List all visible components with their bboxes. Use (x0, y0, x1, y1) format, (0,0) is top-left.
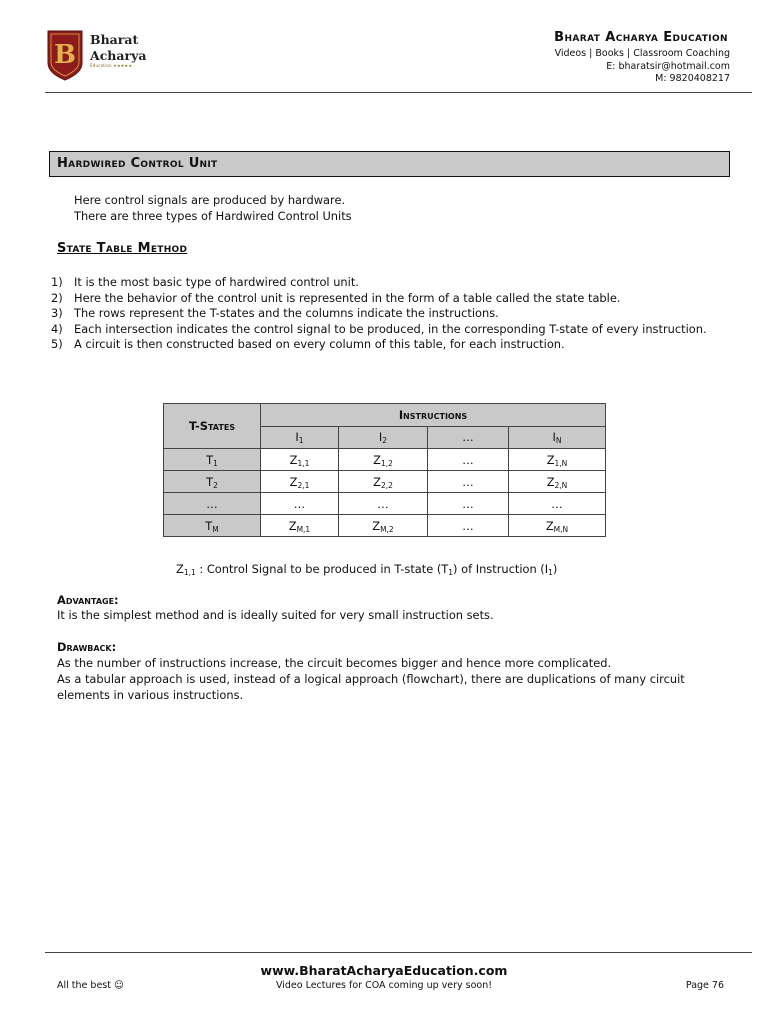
column-header: $I_2$ (339, 426, 428, 449)
advantage-text: It is the simplest method and is ideally suited for very small instruction sets. (57, 608, 494, 622)
row-header: … (164, 493, 261, 515)
services-line: Videos | Books | Classroom Coaching (554, 48, 730, 59)
column-header: … (428, 426, 509, 449)
logo-shield-icon (46, 29, 84, 81)
drawback-heading: Drawback: (57, 640, 117, 654)
instructions-header: Instructions (261, 404, 606, 427)
intro-line-2: There are three types of Hardwired Control Units (74, 209, 352, 223)
list-item-text: It is the most basic type of hardwired control unit. (74, 275, 359, 289)
logo-tagline: Education ★★★★★ (90, 63, 133, 68)
table-row (164, 515, 606, 537)
section-title: Hardwired Control Unit (57, 156, 218, 171)
logo-letter: B (54, 40, 76, 70)
points-list (51, 275, 731, 353)
table-cell: $Z_{1,2}$ (339, 449, 428, 471)
drawback-text-1: As the number of instructions increase, the circuit becomes bigger and hence more complicated. (57, 656, 612, 670)
table-cell: … (339, 493, 428, 515)
logo-name-line2: Acharya (90, 48, 147, 63)
drawback-text-2: As a tabular approach is used, instead of a logical approach (flowchart), there are duplications of many circuit elements in various instructions. (57, 672, 685, 702)
list-item (51, 306, 731, 322)
website-link[interactable]: www.BharatAcharyaEducation.com (260, 963, 508, 978)
table-cell: $Z_{M,N}$ (509, 515, 606, 537)
list-item-number: 2) (51, 290, 63, 305)
list-item (51, 275, 731, 291)
row-header: $T_2$ (164, 471, 261, 493)
table-cell: … (428, 493, 509, 515)
table-row (164, 471, 606, 493)
table-cell: $Z_{M,1}$ (261, 515, 339, 537)
organization-name: Bharat Acharya Education (554, 30, 728, 45)
t-states-header: T-States (164, 404, 261, 449)
row-header: $T_M$ (164, 515, 261, 537)
table-cell: $Z_{2,N}$ (509, 471, 606, 493)
mobile-line: M: 9820408217 (655, 73, 730, 84)
list-item (51, 337, 731, 353)
column-header: $I_N$ (509, 426, 606, 449)
table-header-row (164, 404, 606, 427)
list-item-text: The rows represent the T-states and the columns indicate the instructions. (74, 306, 499, 321)
table-cell: $Z_{M,2}$ (339, 515, 428, 537)
intro-line-1: Here control signals are produced by hardware. (74, 193, 346, 207)
list-item (51, 291, 731, 307)
list-item-text: Each intersection indicates the control signal to be produced, in the corresponding T-state of every instruction. (74, 321, 707, 336)
section-title-bar (49, 151, 730, 177)
page-number: Page 76 (685, 980, 724, 991)
list-item-text: Here the behavior of the control unit is represented in the form of a table called the state table. (74, 290, 621, 305)
list-item (51, 322, 731, 338)
footer-left-text: All the best ☺ (57, 980, 124, 991)
list-item-number: 5) (51, 337, 63, 352)
table-cell: $Z_{1,1}$ (261, 449, 339, 471)
table-row (164, 493, 606, 515)
subsection-title: State Table Method (57, 241, 188, 256)
table-cell: $Z_{2,1}$ (261, 471, 339, 493)
table-row (164, 449, 606, 471)
email-line: E: bharatsir@hotmail.com (606, 61, 730, 72)
row-header: $T_1$ (164, 449, 261, 471)
footer-divider (45, 952, 752, 953)
table-cell: … (509, 493, 606, 515)
list-item-number: 4) (51, 321, 63, 336)
list-item-number: 3) (51, 306, 63, 321)
table-cell: … (261, 493, 339, 515)
state-table (163, 403, 606, 537)
logo-name-line1: Bharat (90, 32, 139, 47)
list-item-text: A circuit is then constructed based on every column of this table, for each instruction. (74, 337, 565, 352)
table-cell: $Z_{1,N}$ (509, 449, 606, 471)
column-header: $I_1$ (261, 426, 339, 449)
table-cell: $Z_{2,2}$ (339, 471, 428, 493)
table-cell: … (428, 449, 509, 471)
footer-middle-text: Video Lectures for COA coming up very soon! (275, 980, 493, 991)
list-item-number: 1) (51, 275, 63, 289)
advantage-heading: Advantage: (57, 593, 119, 607)
table-cell: … (428, 471, 509, 493)
table-cell: … (428, 515, 509, 537)
table-caption: $Z_{1,1}$ : Control Signal to be produced in T-state $(T_1)$ of Instruction $(I_1)$ (176, 562, 558, 577)
header-divider (45, 92, 752, 93)
